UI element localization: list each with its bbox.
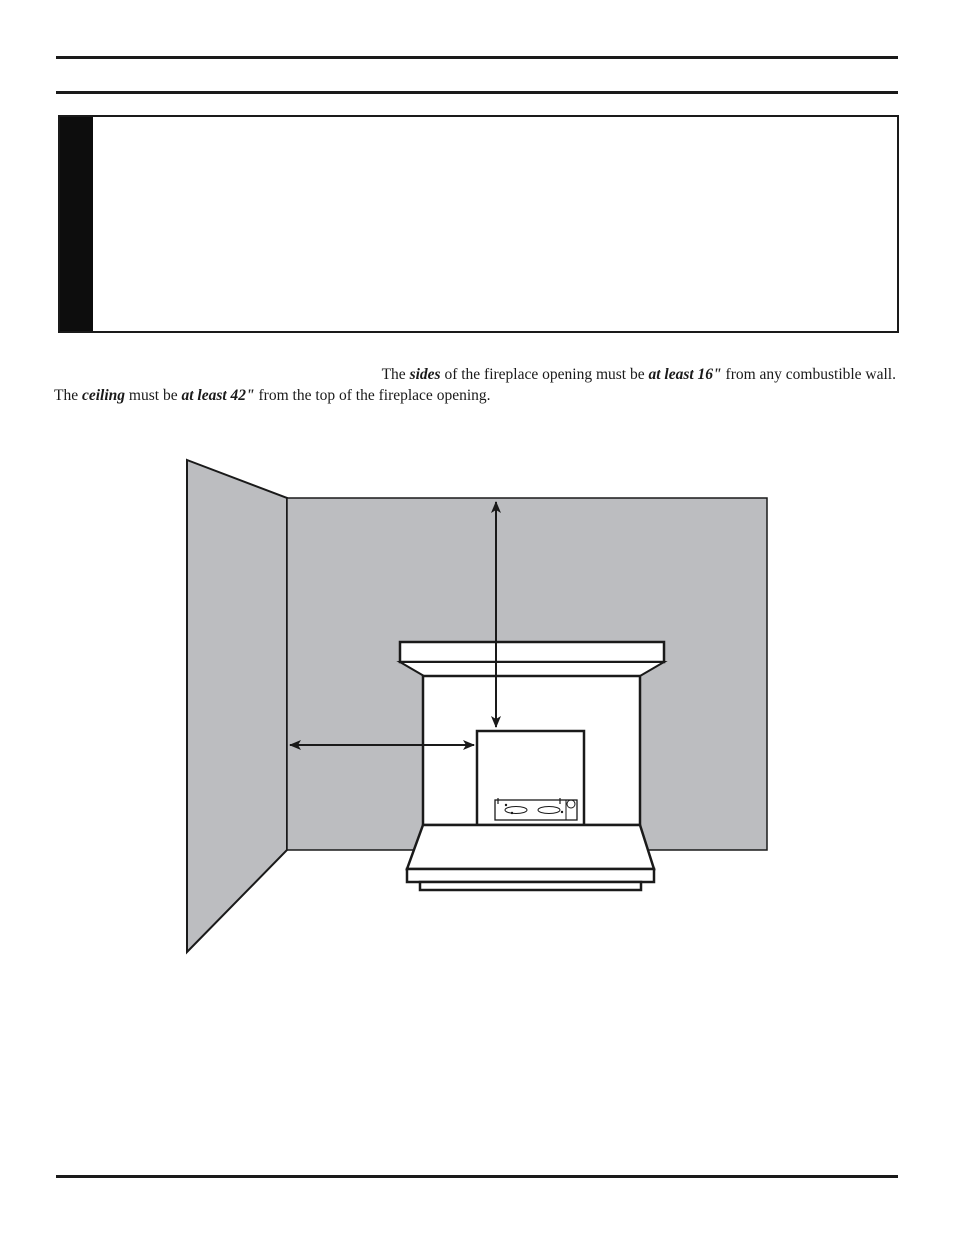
text-run: must be (125, 387, 182, 404)
mantel-shelf (400, 642, 664, 662)
text-run: from any combustible wall. (721, 366, 896, 383)
emphasis-ceiling: ceiling (81, 387, 126, 404)
hearth-front (407, 869, 654, 882)
emphasis-16-inch: at least 16" (648, 366, 722, 383)
text-run: of the fireplace opening must be (440, 366, 649, 383)
gas-log-insert (495, 798, 577, 820)
hearth-base (420, 882, 641, 890)
text-run: from the top of the fireplace opening. (254, 387, 491, 404)
hearth-top (407, 825, 654, 869)
footer-rule (56, 1175, 898, 1178)
emphasis-sides: sides (409, 366, 441, 383)
mantel-underside (400, 662, 664, 676)
side-wall (187, 460, 287, 952)
text-run: The (381, 366, 410, 383)
text-run: The (54, 387, 82, 404)
emphasis-42-inch: at least 42" (181, 387, 255, 404)
